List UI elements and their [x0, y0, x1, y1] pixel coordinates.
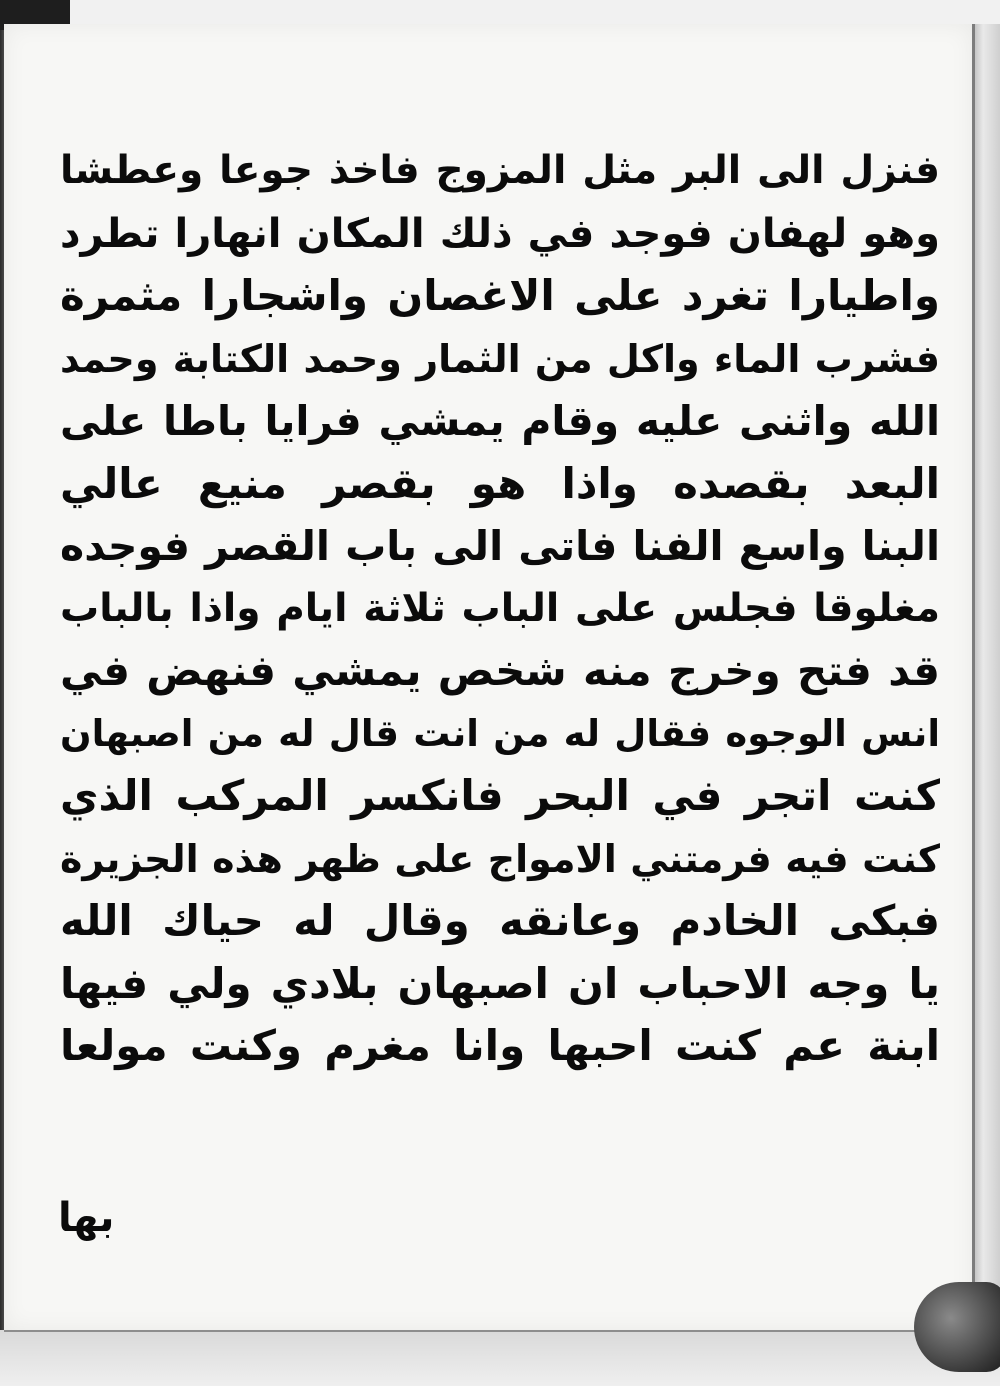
- manuscript-text: [60, 140, 940, 1180]
- text-line-1: فنزل الى البر مثل المزوج فاخذ جوعا وعطشا: [60, 148, 940, 193]
- catchword: بها: [58, 1195, 115, 1241]
- text-line-12: كنت فيه فرمتني الامواج على ظهر هذه الجزيرة: [60, 836, 940, 881]
- text-line-3: واطيارا تغرد على الاغصان واشجارا مثمرة: [60, 271, 940, 320]
- text-line-10: انس الوجوه فقال له من انت قال له من اصبهان: [60, 711, 940, 755]
- page-stack-edge: [972, 24, 1000, 1364]
- text-line-2: وهو لهفان فوجد في ذلك المكان انهارا تطرد: [60, 210, 940, 257]
- text-line-9: قد فتح وخرج منه شخص يمشي فنهض في: [60, 646, 940, 695]
- text-line-6: البعد بقصده واذا هو بقصر منيع عالي: [60, 458, 940, 508]
- previous-page-paper: [70, 0, 1000, 26]
- text-line-15: ابنة عم كنت احبها وانا مغرم وكنت مولعا: [60, 1021, 940, 1070]
- text-line-8: مغلوقا فجلس على الباب ثلاثة ايام واذا بالباب: [60, 585, 940, 631]
- bottom-page-edge: [0, 1330, 1000, 1386]
- text-line-11: كنت اتجر في البحر فانكسر المركب الذي: [60, 771, 940, 820]
- text-line-13: فبكى الخادم وعانقه وقال له حياك الله: [60, 896, 940, 945]
- text-line-5: الله واثنى عليه وقام يمشي فرايا باطا على: [60, 397, 940, 445]
- text-line-4: فشرب الماء واكل من الثمار وحمد الكتابة وحمد: [60, 336, 940, 381]
- text-line-14: يا وجه الاحباب ان اصبهان بلادي ولي فيها: [60, 958, 940, 1008]
- thumb-shadow: [914, 1282, 1000, 1372]
- text-line-7: البنا واسع الفنا فاتى الى باب القصر فوجده: [60, 522, 940, 570]
